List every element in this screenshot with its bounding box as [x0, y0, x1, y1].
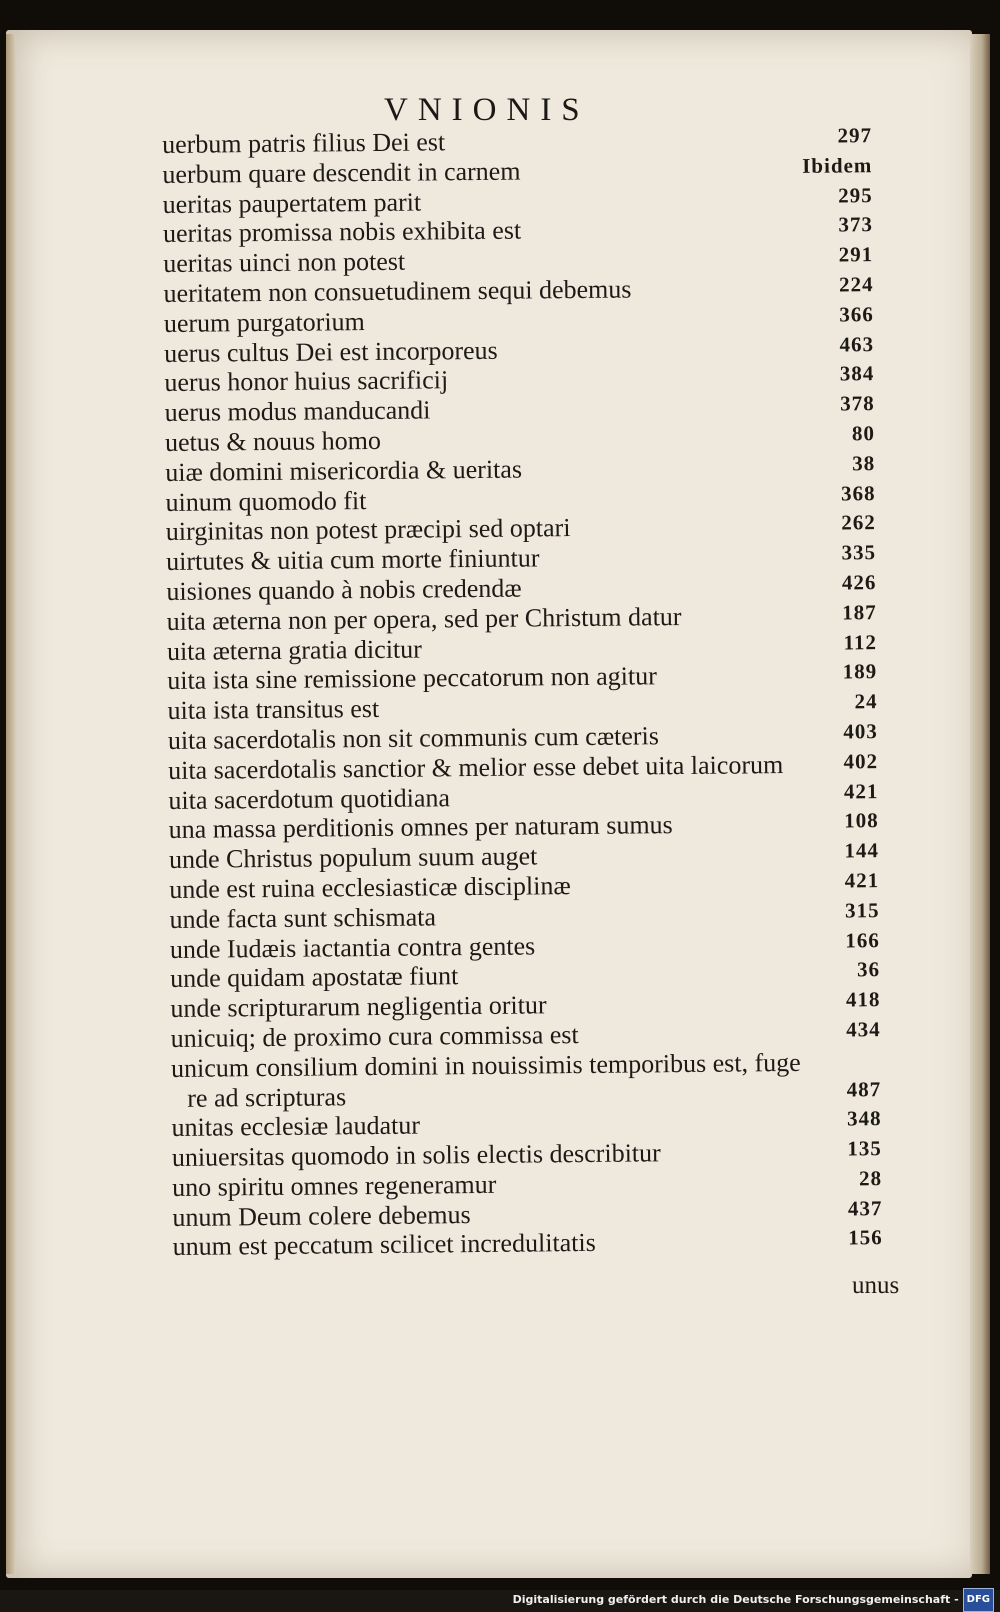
entry-page-number: 403 [843, 719, 878, 744]
entry-page-number: 335 [841, 540, 877, 565]
entry-page-number: 366 [839, 301, 874, 327]
entry-text: unum est peccatum scilicet incredulitatis [172, 1228, 596, 1262]
entry-page-number: 135 [847, 1136, 882, 1161]
entry-page-number: 189 [842, 659, 878, 684]
entry-text: unum Deum colere debemus [172, 1199, 471, 1232]
entry-page-number: 108 [844, 808, 879, 833]
entry-text: uirtutes & uitia cum morte finiuntur [166, 543, 540, 577]
entry-text: unitas ecclesiæ laudatur [171, 1110, 421, 1143]
entry-page-number: 187 [842, 599, 877, 625]
entry-page-number: 112 [843, 629, 878, 655]
entry-text: unde scripturarum negligentia oritur [170, 990, 547, 1024]
entry-page-number: 378 [840, 391, 875, 416]
entry-page-number: 166 [845, 927, 880, 952]
entry-text: ueritas uinci non potest [163, 246, 406, 279]
entry-page-number: Ibidem [802, 152, 873, 178]
entry-text: uniuersitas quomodo in solis electis describitur [171, 1138, 661, 1173]
entry-page-number: 348 [846, 1106, 882, 1131]
entry-text: uerus honor huius sacrificij [164, 365, 449, 398]
entry-page-number: 463 [839, 331, 875, 357]
entry-page-number: 384 [839, 361, 875, 386]
entry-text: ueritas promissa nobis exhibita est [162, 215, 522, 249]
entry-page-number: 291 [838, 242, 874, 267]
dfg-logo-icon: DFG [963, 1588, 994, 1612]
entry-page-number: 262 [841, 510, 876, 535]
entry-page-number: 297 [837, 123, 873, 148]
entry-text: uiæ domini misericordia & ueritas [165, 454, 523, 487]
entry-text: unde Christus populum suum auget [168, 841, 538, 875]
entry-page-number: 421 [844, 868, 880, 893]
running-head: VNIONIS [384, 92, 590, 128]
entry-text: uita æterna non per opera, sed per Christum datur [166, 601, 682, 636]
entry-page-number: 315 [844, 897, 880, 923]
entry-text: uirginitas non potest præcipi sed optari [165, 513, 571, 547]
page-gutter [6, 34, 16, 1574]
entry-page-number: 487 [846, 1076, 882, 1101]
entry-text: uno spiritu omnes regeneramur [172, 1169, 497, 1202]
entry-text: ueritatem non consuetudinem sequi debemus [163, 274, 632, 308]
page-edge [970, 34, 990, 1574]
entry-text: uetus & nouus homo [164, 425, 382, 457]
entry-page-number: 426 [841, 570, 877, 595]
entry-text: unde facta sunt schismata [169, 902, 437, 934]
entry-text: uisiones quando à nobis credendæ [166, 573, 522, 606]
entry-text: unicum consilium domini in nouissimis temporibus est, fuge [170, 1047, 801, 1083]
entry-page-number: 368 [840, 480, 876, 506]
entry-page-number: 156 [848, 1225, 883, 1250]
entry-page-number: 38 [852, 450, 876, 476]
entry-text: uita ista sine remissione peccatorum non agitur [167, 661, 657, 696]
entry-page-number: 373 [838, 212, 874, 237]
entry-page-number: 224 [838, 272, 874, 297]
entry-text: unde est ruina ecclesiasticæ disciplinæ [169, 871, 571, 904]
entry-page-number: 295 [838, 182, 873, 208]
entry-text: uita sacerdotalis non sit communis cum cæteris [167, 721, 660, 755]
entry-text: unicuiq; de proximo cura commissa est [170, 1019, 579, 1053]
entry-text: unde quidam apostatæ fiunt [170, 961, 459, 994]
entry-page-number: 24 [854, 689, 878, 714]
credit-text: Digitalisierung gefördert durch die Deutsche Forschungsgemeinschaft - [512, 1593, 959, 1606]
catchword: unus [852, 1272, 900, 1299]
entry-page-number: 28 [858, 1166, 883, 1191]
entry-text: re ad scripturas [187, 1081, 347, 1113]
entry-page-number: 402 [843, 748, 879, 774]
index-entries [162, 123, 933, 1263]
entry-text: ueritas paupertatem parit [162, 187, 422, 219]
entry-text: uinum quomodo fit [165, 485, 367, 517]
entry-text: uita ista transitus est [167, 694, 380, 726]
entry-text: uita æterna gratia dicitur [166, 634, 422, 666]
entry-page-number: 36 [856, 957, 881, 982]
entry-text: uerum purgatorium [163, 306, 365, 338]
entry-text: uerbum patris filius Dei est [162, 127, 446, 159]
entry-text: uita sacerdotalis sanctior & melior esse debet uita laicorum [168, 749, 784, 785]
entry-page-number: 144 [844, 838, 880, 863]
entry-page-number: 80 [851, 421, 876, 446]
entry-page-number: 418 [845, 987, 881, 1012]
entry-page-number: 437 [847, 1195, 883, 1221]
entry-page-number: 434 [846, 1017, 881, 1042]
entry-text: uerus modus manducandi [164, 395, 431, 428]
entry-text: unde Iudæis iactantia contra gentes [169, 930, 536, 964]
entry-text: uerbum quare descendit in carnem [162, 156, 521, 189]
entry-text: una massa perditionis omnes per naturam sumus [168, 810, 673, 845]
digitization-credit [513, 1590, 994, 1610]
entry-text: uerus cultus Dei est incorporeus [164, 335, 498, 368]
entry-text: uita sacerdotum quotidiana [168, 782, 451, 815]
entry-page-number: 421 [843, 778, 879, 804]
